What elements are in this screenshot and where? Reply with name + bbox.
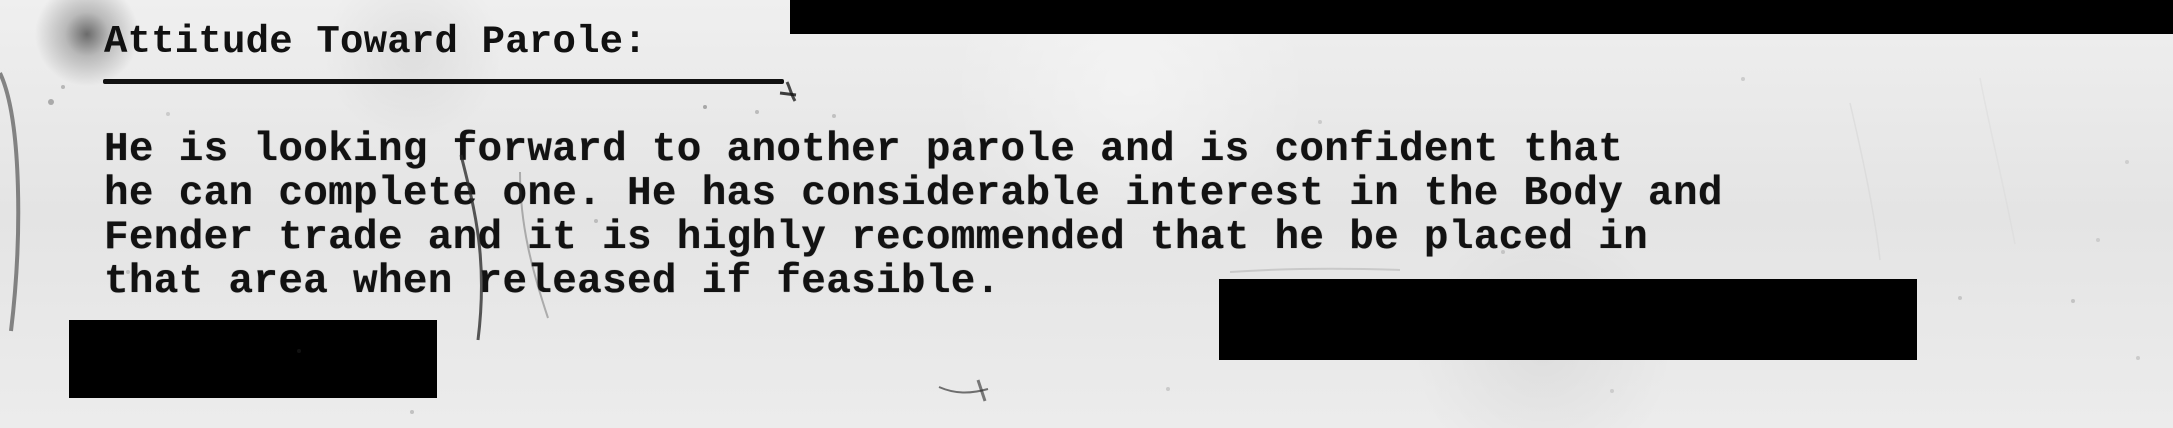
redaction-block [69, 320, 437, 398]
body-line: he can complete one. He has considerable interest in the Body and [104, 171, 1723, 217]
body-paragraph [104, 128, 2094, 304]
heading-underline [103, 79, 784, 84]
redaction-block [1219, 279, 1917, 360]
body-line: that area when released if feasible. [104, 259, 1001, 305]
body-line: He is looking forward to another parole and is confident that [104, 127, 1624, 173]
body-line: Fender trade and it is highly recommended that he be placed in [104, 215, 1649, 261]
top-redaction-bar [790, 0, 2173, 34]
section-heading: Attitude Toward Parole: [104, 20, 647, 64]
